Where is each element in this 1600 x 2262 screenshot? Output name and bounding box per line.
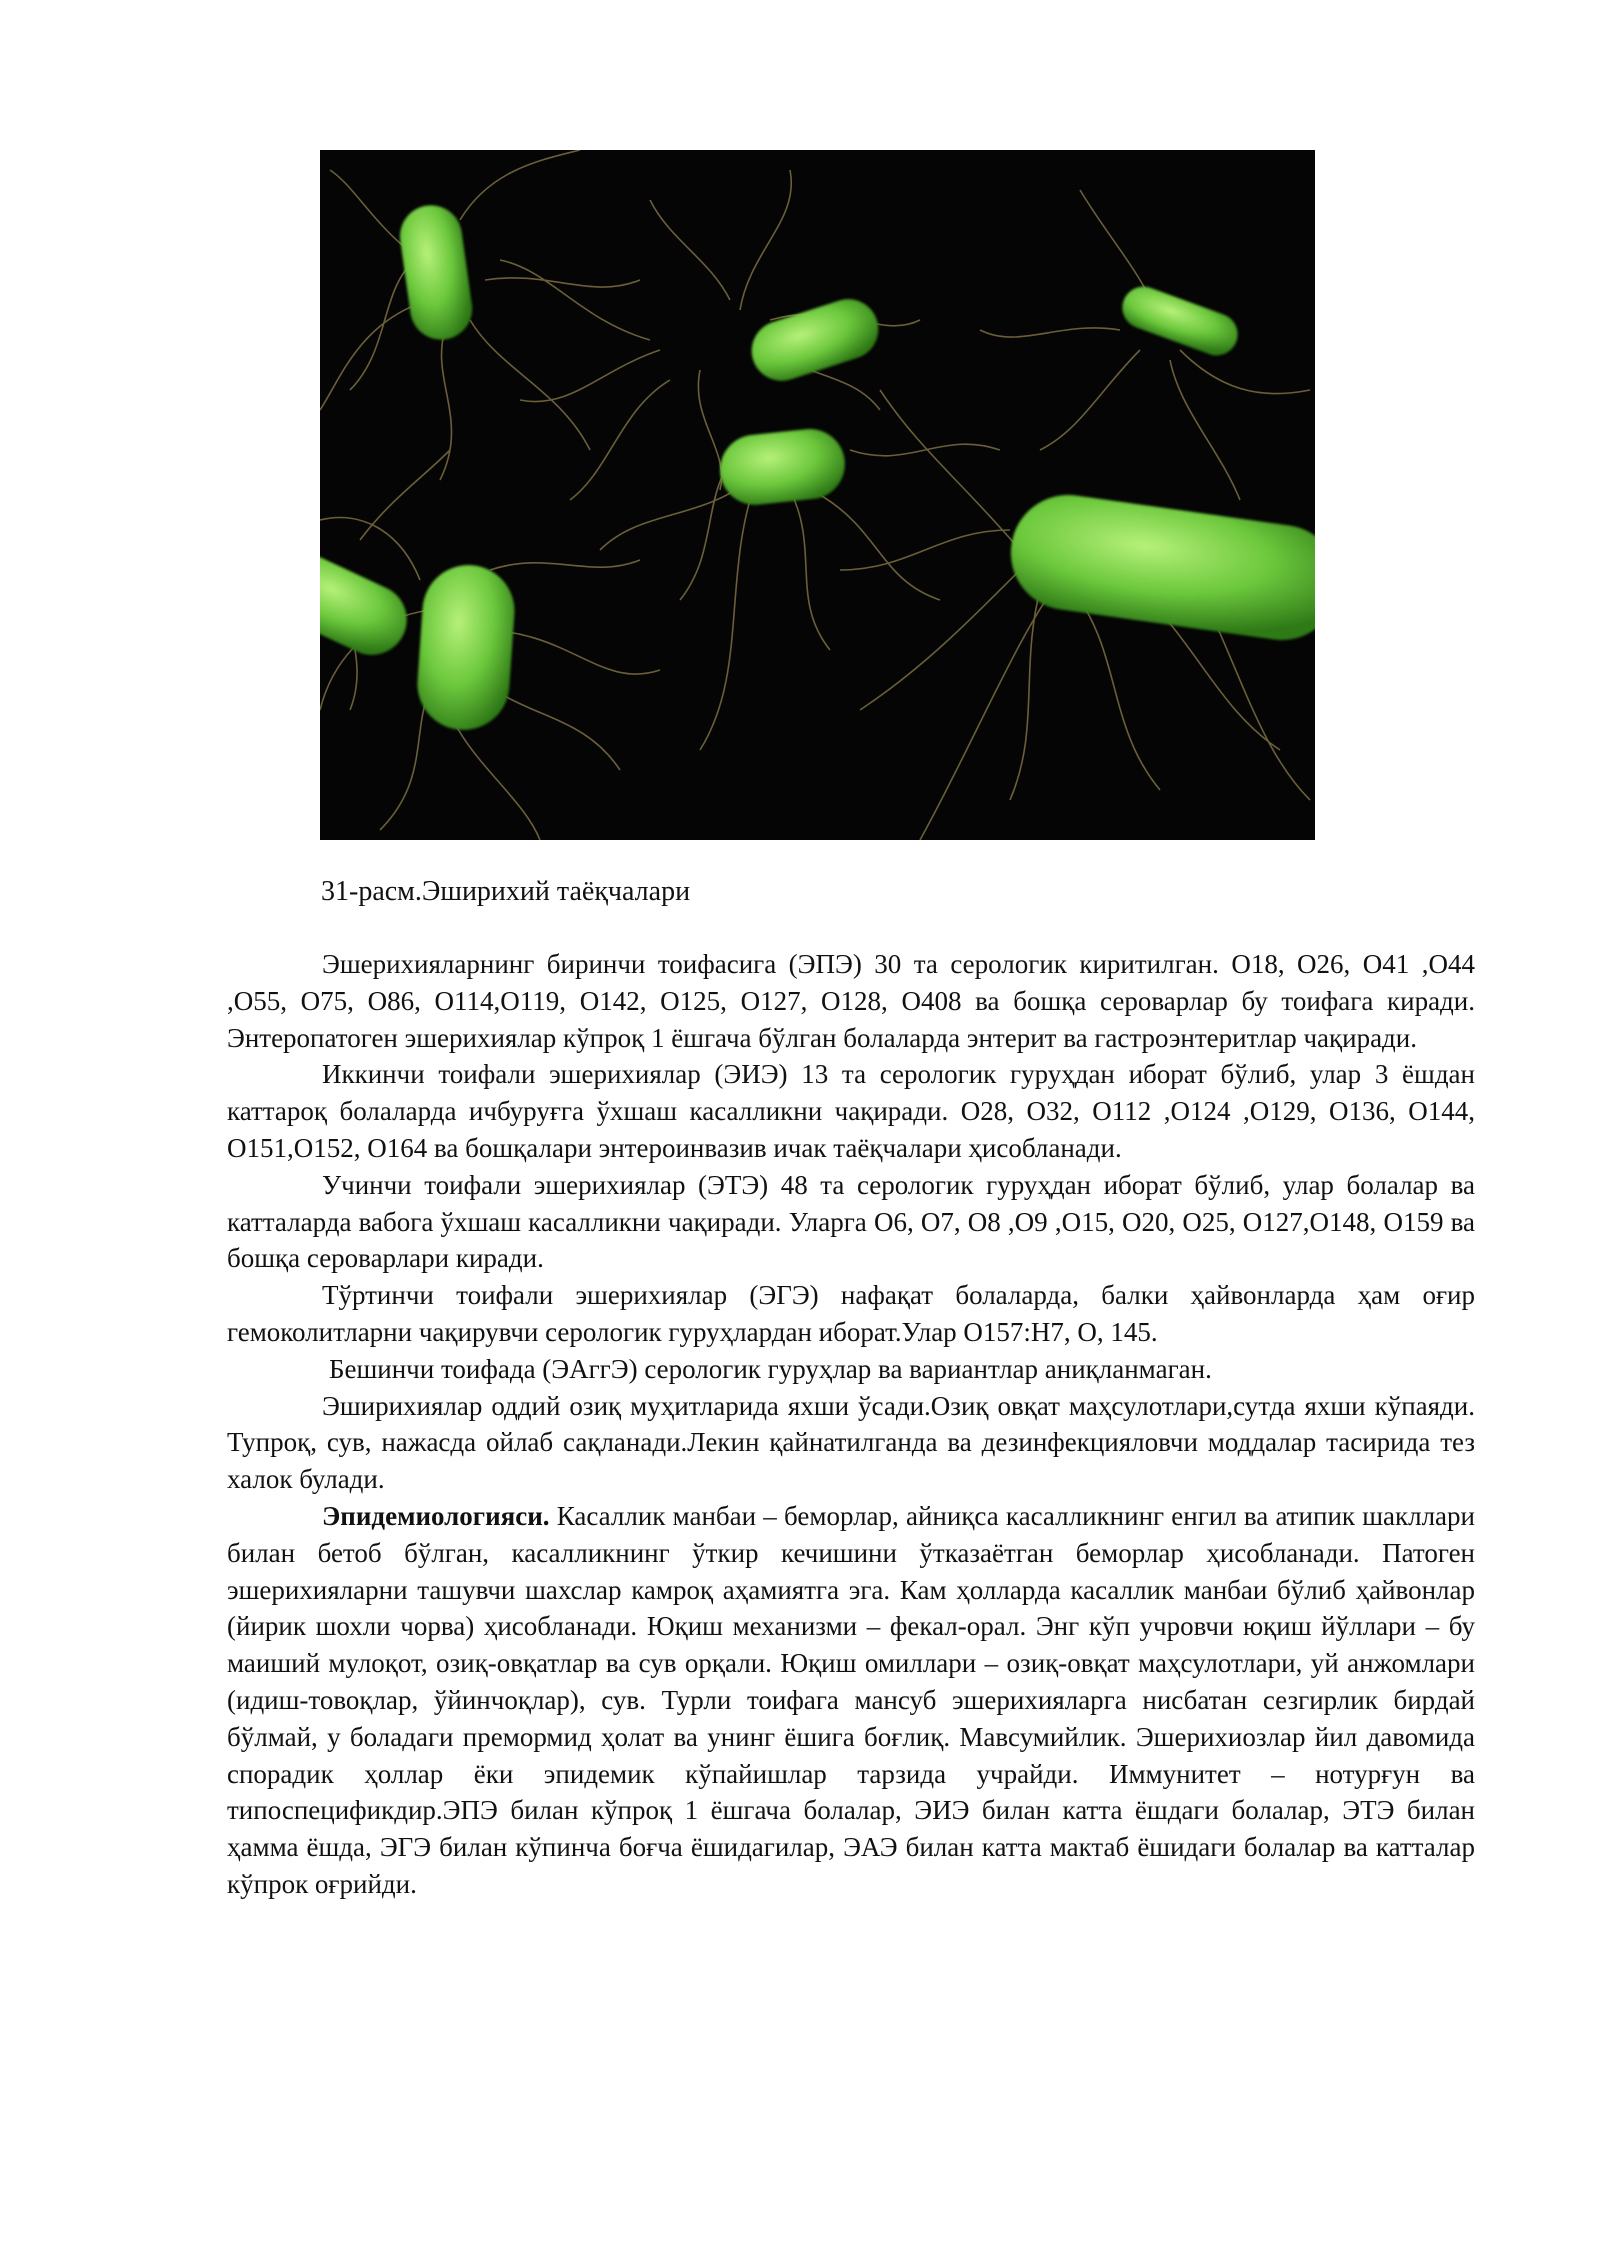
e-coli-illustration <box>320 150 1315 840</box>
epidemiology-text: Касаллик манбаи – беморлар, айниқса касалликнинг енгил ва атипик шакллари билан бетоб бўлган, касалликнинг ўткир кечишини ўтказаётган беморлар ҳисобланади. Патоген эшерихияларни ташувчи шахслар камроқ аҳамиятга эга. Кам ҳолларда касаллик манбаи бўлиб ҳайвонлар (йирик шохли чорва) ҳисобланади. Юқиш механизми – фекал-орал. Энг кўп учровчи юқиш йўллари – бу маиший мулоқот, озиқ-овқатлар ва сув орқали. Юқиш омиллари – озиқ-овқат маҳсулотлари, уй анжомлари (идиш-товоқлар, ўйинчоқлар), сув. Турли тоифага мансуб эшерихияларга нисбатан сезгирлик бирдай бўлмай, у боладаги премормид ҳолат ва унинг ёшига боғлиқ. Мавсумийлик. Эшерихиозлар йил давомида спорадик ҳоллар ёки эпидемик кўпайишлар тарзида учрайди. Иммунитет – нотурғун ва типоспецификдир.ЭПЭ билан кўпроқ 1 ёшгача болалар, ЭИЭ билан катта ёшдаги болалар, ЭТЭ билан ҳамма ёшда, ЭГЭ билан кўпинча боғча ёшидагилар, ЭАЭ билан катта мактаб ёшидаги болалар ва катталар кўпрок оғрийди. <box>227 1500 1475 1899</box>
paragraph: Эширихиялар оддий озиқ муҳитларида яхши ўсади.Озиқ овқат маҳсулотлари,сутда яхши кўпаяди. Тупроқ, сув, нажасда ойлаб сақланади.Лекин қайнатилганда ва дезинфекцияловчи моддалар тасирида тез халок булади. <box>227 1390 1475 1495</box>
paragraph: Иккинчи тоифали эшерихиялар (ЭИЭ) 13 та серологик гуруҳдан иборат бўлиб, улар 3 ёшдан каттароқ болаларда ичбуруғга ўхшаш касалликни чақиради. О28, О32, О112 ,О124 ,О129, О136, О144, О151,О152, О164 ва бошқалари энтероинвазив ичак таёқчалари ҳисобланади. <box>227 1059 1475 1163</box>
paragraph: Бешинчи тоифада (ЭАггЭ) серологик гуруҳлар ва вариантлар аниқланмаган. <box>329 1353 1212 1384</box>
paragraph: Эшерихияларнинг биринчи тоифасига (ЭПЭ) 30 та серологик киритилган. О18, О26, О41 ,О44 ,О55, О75, О86, О114,О119, О142, О125, О127, О128, О408 ва бошқа сероварлар бу тоифага киради. Энтеропатоген эшерихиялар кўпроқ 1 ёшгача бўлган болаларда энтерит ва гастроэнтеритлар чақиради. <box>227 949 1475 1053</box>
figure-caption: 31-расм.Эширихий таёқчалари <box>321 876 691 907</box>
epidemiology-paragraph <box>227 1498 1475 1903</box>
epidemiology-heading: Эпидемиологияси. <box>322 1500 550 1531</box>
paragraph: Учинчи тоифали эшерихиялар (ЭТЭ) 48 та серологик гуруҳдан иборат бўлиб, улар болалар ва катталарда вабога ўхшаш касалликни чақиради. Уларга О6, О7, О8 ,О9 ,О15, О20, О25, О127,О148, О159 ва бошқа сероварлари киради. <box>227 1169 1475 1274</box>
bacteria-micrograph <box>320 150 1315 840</box>
body-text <box>227 946 1475 1903</box>
paragraph: Тўртинчи тоифали эшерихиялар (ЭГЭ) нафақат болаларда, балки ҳайвонларда ҳам оғир гемоколитларни чақирувчи серологик гуруҳлардан иборат.Улар О157:Н7, О, 145. <box>227 1280 1475 1347</box>
